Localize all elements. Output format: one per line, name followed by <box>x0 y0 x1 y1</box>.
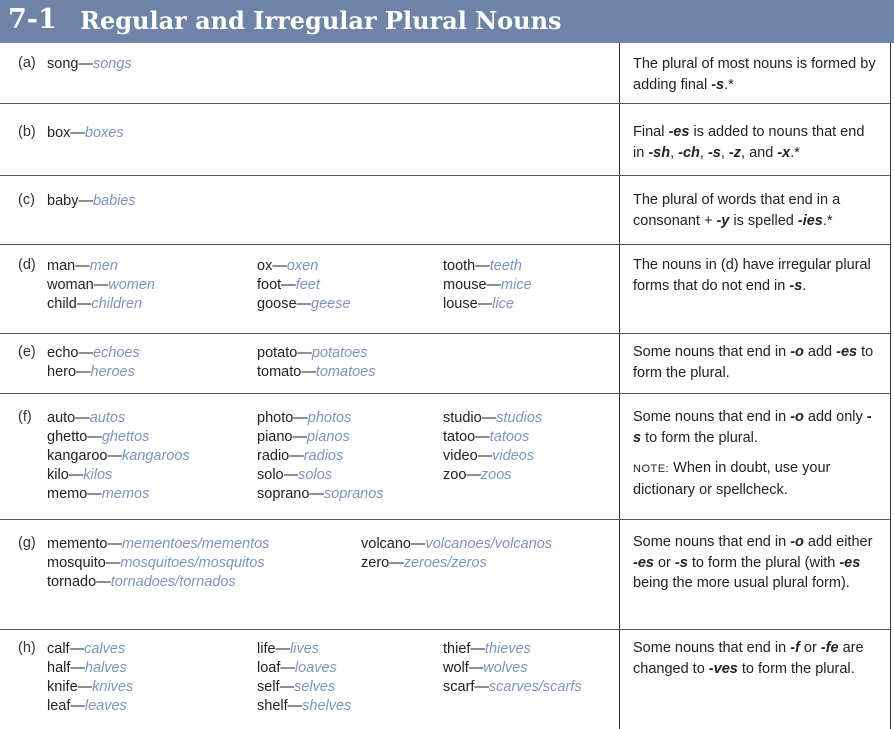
example-pair: shelf—shelves <box>257 698 352 714</box>
example-pair: radio—radios <box>257 448 344 464</box>
examples-column <box>443 257 532 314</box>
plural-noun: lice <box>492 296 514 312</box>
explanation-h: Some nouns that end in -f or -fe are changed to -ves to form the plural. <box>633 640 864 677</box>
examples-column <box>257 344 376 382</box>
example-pair: mouse—mice <box>443 277 532 293</box>
example-pair: baby—babies <box>47 193 136 209</box>
singular-noun: mosquito <box>47 555 106 571</box>
row-divider <box>0 175 891 176</box>
singular-noun: scarf <box>443 679 475 695</box>
singular-noun: knife <box>47 679 78 695</box>
example-pair: wolf—wolves <box>443 660 528 676</box>
examples-column <box>47 535 269 592</box>
plural-noun: memos <box>101 486 150 502</box>
example-pair: loaf—loaves <box>257 660 337 676</box>
example-pair: louse—lice <box>443 296 514 312</box>
examples-column <box>47 257 155 314</box>
plural-noun: tornadoes/tornados <box>110 574 236 590</box>
singular-noun: ox <box>257 258 273 274</box>
plural-noun: mosquitoes/mosquitos <box>120 555 265 571</box>
singular-noun: half <box>47 660 71 676</box>
row-label: (h) <box>18 640 36 656</box>
singular-noun: potato <box>257 345 298 361</box>
explanation-b: Final -es is added to nouns that end in -sh, -ch, -s, -z, and -x.* <box>633 124 865 161</box>
note-label: NOTE: <box>633 463 670 475</box>
example-pair: tornado—tornadoes/tornados <box>47 574 236 590</box>
row-divider <box>0 333 891 334</box>
example-pair: tomato—tomatoes <box>257 364 376 380</box>
singular-noun: video <box>443 448 478 464</box>
plural-noun: tatoos <box>489 429 530 445</box>
singular-noun: memo <box>47 486 88 502</box>
examples-column <box>257 257 351 314</box>
plural-noun: children <box>91 296 143 312</box>
singular-noun: wolf <box>443 660 469 676</box>
chart-header <box>0 0 894 43</box>
example-pair: zero—zeroes/zeros <box>361 555 487 571</box>
plural-noun: sopranos <box>323 486 384 502</box>
row-label: (e) <box>18 344 36 360</box>
row-label: (f) <box>18 409 32 425</box>
plural-noun: solos <box>298 467 332 483</box>
examples-column <box>443 640 582 697</box>
example-pair: solo—solos <box>257 467 332 483</box>
example-pair: memento—mementoes/mementos <box>47 536 270 552</box>
example-pair: video—videos <box>443 448 535 464</box>
chart-title: Regular and Irregular Plural Nouns <box>80 6 562 35</box>
explanation-f: Some nouns that end in -o add only -s to form the plural. <box>633 409 872 446</box>
singular-noun: soprano <box>257 486 310 502</box>
singular-noun: thief <box>443 641 471 657</box>
examples-column <box>257 409 384 504</box>
plural-noun: shelves <box>302 698 352 714</box>
examples-column <box>47 124 124 143</box>
singular-noun: tatoo <box>443 429 476 445</box>
example-pair: echo—echoes <box>47 345 140 361</box>
example-pair: song—songs <box>47 56 132 72</box>
example-pair: memo—memos <box>47 486 150 502</box>
plural-noun: potatoes <box>311 345 368 361</box>
singular-noun: leaf <box>47 698 71 714</box>
plural-noun: knives <box>92 679 134 695</box>
example-pair: kilo—kilos <box>47 467 113 483</box>
plural-noun: photos <box>307 410 352 426</box>
example-pair: leaf—leaves <box>47 698 127 714</box>
singular-noun: photo <box>257 410 294 426</box>
plural-noun: men <box>89 258 118 274</box>
example-pair: life—lives <box>257 641 320 657</box>
examples-column <box>257 640 351 716</box>
plural-noun: echoes <box>92 345 140 361</box>
plural-noun: volcanoes/volcanos <box>425 536 553 552</box>
example-pair: half—halves <box>47 660 127 676</box>
singular-noun: baby <box>47 193 79 209</box>
plural-noun: halves <box>84 660 127 676</box>
example-pair: ghetto—ghettos <box>47 429 150 445</box>
row-divider <box>0 244 891 245</box>
right-border <box>890 43 891 729</box>
example-pair: kangaroo—kangaroos <box>47 448 190 464</box>
singular-noun: child <box>47 296 77 312</box>
explanation-d: The nouns in (d) have irregular plural forms that do not end in -s. <box>633 257 871 294</box>
plural-noun: songs <box>92 56 132 72</box>
example-pair: thief—thieves <box>443 641 531 657</box>
singular-noun: goose <box>257 296 297 312</box>
plural-noun: leaves <box>84 698 127 714</box>
singular-noun: woman <box>47 277 94 293</box>
singular-noun: song <box>47 56 79 72</box>
singular-noun: memento <box>47 536 108 552</box>
plural-noun: lives <box>290 641 320 657</box>
plural-noun: women <box>108 277 155 293</box>
row-label: (b) <box>18 124 36 140</box>
example-pair: photo—photos <box>257 410 352 426</box>
example-pair: auto—autos <box>47 410 126 426</box>
example-pair: ox—oxen <box>257 258 319 274</box>
example-pair: calf—calves <box>47 641 126 657</box>
plural-noun: mice <box>501 277 532 293</box>
chart-number: 7-1 <box>8 4 57 35</box>
singular-noun: mouse <box>443 277 487 293</box>
singular-noun: hero <box>47 364 77 380</box>
singular-noun: radio <box>257 448 290 464</box>
plural-noun: heroes <box>90 364 135 380</box>
plural-noun: pianos <box>306 429 350 445</box>
row-divider <box>0 103 891 104</box>
example-pair: self—selves <box>257 679 336 695</box>
plural-noun: autos <box>89 410 126 426</box>
explanation-c: The plural of words that end in a consonant + -y is spelled -ies.* <box>633 192 841 229</box>
plural-noun: calves <box>84 641 126 657</box>
example-pair: woman—women <box>47 277 155 293</box>
singular-noun: loaf <box>257 660 281 676</box>
plural-noun: zoos <box>480 467 512 483</box>
row-label: (d) <box>18 257 36 273</box>
singular-noun: calf <box>47 641 70 657</box>
row-label: (c) <box>18 192 35 208</box>
example-pair: zoo—zoos <box>443 467 512 483</box>
plural-noun: mementoes/mementos <box>121 536 270 552</box>
explanation-e: Some nouns that end in -o add -es to form the plural. <box>633 344 874 381</box>
plural-noun: oxen <box>286 258 319 274</box>
plural-noun: thieves <box>484 641 531 657</box>
plural-noun: zeroes/zeros <box>403 555 487 571</box>
row-label: (g) <box>18 535 36 551</box>
singular-noun: auto <box>47 410 76 426</box>
singular-noun: echo <box>47 345 79 361</box>
singular-noun: shelf <box>257 698 288 714</box>
example-pair: goose—geese <box>257 296 351 312</box>
plural-noun: scarves/scarfs <box>488 679 582 695</box>
plural-noun: boxes <box>84 125 124 141</box>
row-label: (a) <box>18 55 36 71</box>
examples-column <box>47 192 136 211</box>
note-f: NOTE: When in doubt, use your dictionary or spellcheck. <box>633 460 831 498</box>
examples-column <box>47 640 133 716</box>
plural-noun: videos <box>492 448 535 464</box>
singular-noun: tornado <box>47 574 97 590</box>
plural-noun: teeth <box>489 258 522 274</box>
example-pair: hero—heroes <box>47 364 135 380</box>
example-pair: studio—studios <box>443 410 543 426</box>
plural-noun: babies <box>92 193 136 209</box>
plural-noun: selves <box>294 679 336 695</box>
example-pair: man—men <box>47 258 118 274</box>
examples-column <box>47 409 190 504</box>
singular-noun: ghetto <box>47 429 88 445</box>
singular-noun: kangaroo <box>47 448 108 464</box>
plural-noun: wolves <box>483 660 528 676</box>
example-pair: knife—knives <box>47 679 134 695</box>
explanation-g: Some nouns that end in -o add either -es or -s to form the plural (with -es being the more usual plural form). <box>633 534 873 591</box>
example-pair: foot—feet <box>257 277 320 293</box>
example-pair: mosquito—mosquitoes/mosquitos <box>47 555 265 571</box>
plural-noun: kilos <box>83 467 113 483</box>
row-divider <box>0 393 891 394</box>
singular-noun: foot <box>257 277 282 293</box>
singular-noun: louse <box>443 296 478 312</box>
examples-column <box>47 344 140 382</box>
plural-noun: ghettos <box>101 429 150 445</box>
explanation-a: The plural of most nouns is formed by adding final -s.* <box>633 56 876 93</box>
example-pair: soprano—sopranos <box>257 486 384 502</box>
plural-noun: geese <box>311 296 351 312</box>
plural-noun: feet <box>295 277 320 293</box>
singular-noun: piano <box>257 429 293 445</box>
plural-noun: loaves <box>294 660 337 676</box>
example-pair: piano—pianos <box>257 429 350 445</box>
example-pair: tooth—teeth <box>443 258 522 274</box>
singular-noun: studio <box>443 410 482 426</box>
examples-column <box>361 535 552 573</box>
singular-noun: life <box>257 641 276 657</box>
example-pair: volcano—volcanoes/volcanos <box>361 536 553 552</box>
examples-column <box>443 409 542 485</box>
singular-noun: zero <box>361 555 390 571</box>
example-pair: potato—potatoes <box>257 345 368 361</box>
row-divider <box>0 629 891 630</box>
singular-noun: volcano <box>361 536 411 552</box>
singular-noun: kilo <box>47 467 69 483</box>
example-pair: child—children <box>47 296 143 312</box>
singular-noun: box <box>47 125 71 141</box>
example-pair: box—boxes <box>47 125 124 141</box>
example-pair: scarf—scarves/scarfs <box>443 679 582 695</box>
plural-noun: tomatoes <box>315 364 376 380</box>
row-divider <box>0 519 891 520</box>
plural-noun: studios <box>496 410 543 426</box>
singular-noun: man <box>47 258 76 274</box>
singular-noun: zoo <box>443 467 467 483</box>
singular-noun: solo <box>257 467 284 483</box>
singular-noun: tooth <box>443 258 476 274</box>
plural-noun: radios <box>303 448 344 464</box>
column-divider <box>619 43 620 729</box>
example-pair: tatoo—tatoos <box>443 429 530 445</box>
singular-noun: self <box>257 679 280 695</box>
singular-noun: tomato <box>257 364 302 380</box>
plural-noun: kangaroos <box>121 448 190 464</box>
examples-column <box>47 55 132 74</box>
